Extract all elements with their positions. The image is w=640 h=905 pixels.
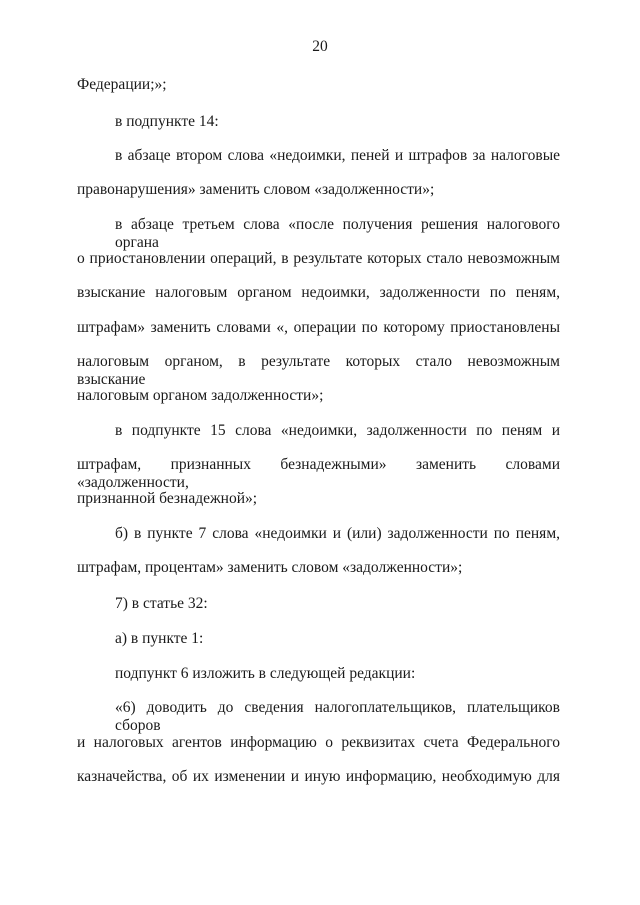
text-line: Федерации;»; (77, 76, 167, 93)
text-line: «6) доводить до сведения налогоплательщиков, плательщиков сборов (115, 699, 560, 734)
text-line: в абзаце третьем слова «после получения решения налогового органа (115, 216, 560, 251)
text-line: налоговым органом задолженности»; (77, 387, 324, 404)
text-line: штрафам» заменить словами «, операции по которому приостановлены (77, 319, 560, 336)
text-line: налоговым органом, в результате которых стало невозможным взыскание (77, 353, 560, 388)
text-line: б) в пункте 7 слова «недоимки и (или) задолженности по пеням, (115, 525, 560, 542)
text-line: признанной безнадежной»; (77, 490, 258, 507)
page-number: 20 (312, 38, 328, 55)
text-line: в абзаце втором слова «недоимки, пеней и штрафов за налоговые (115, 147, 560, 164)
text-line: подпункт 6 изложить в следующей редакции: (115, 665, 416, 682)
text-line: в подпункте 15 слова «недоимки, задолженности по пеням и (115, 422, 560, 439)
text-line: взыскание налоговым органом недоимки, задолженности по пеням, (77, 284, 560, 301)
text-line: и налоговых агентов информацию о реквизитах счета Федерального (77, 734, 560, 751)
text-line: о приостановлении операций, в результате которых стало невозможным (77, 250, 560, 267)
text-line: а) в пункте 1: (115, 630, 204, 647)
text-line: 7) в статье 32: (115, 595, 208, 612)
text-line: казначейства, об их изменении и иную информацию, необходимую для (77, 768, 560, 785)
text-line: штрафам, признанных безнадежными» заменить словами «задолженности, (77, 456, 560, 491)
text-line: в подпункте 14: (115, 113, 219, 130)
text-line: правонарушения» заменить словом «задолженности»; (77, 181, 435, 198)
text-line: штрафам, процентам» заменить словом «задолженности»; (77, 559, 463, 576)
